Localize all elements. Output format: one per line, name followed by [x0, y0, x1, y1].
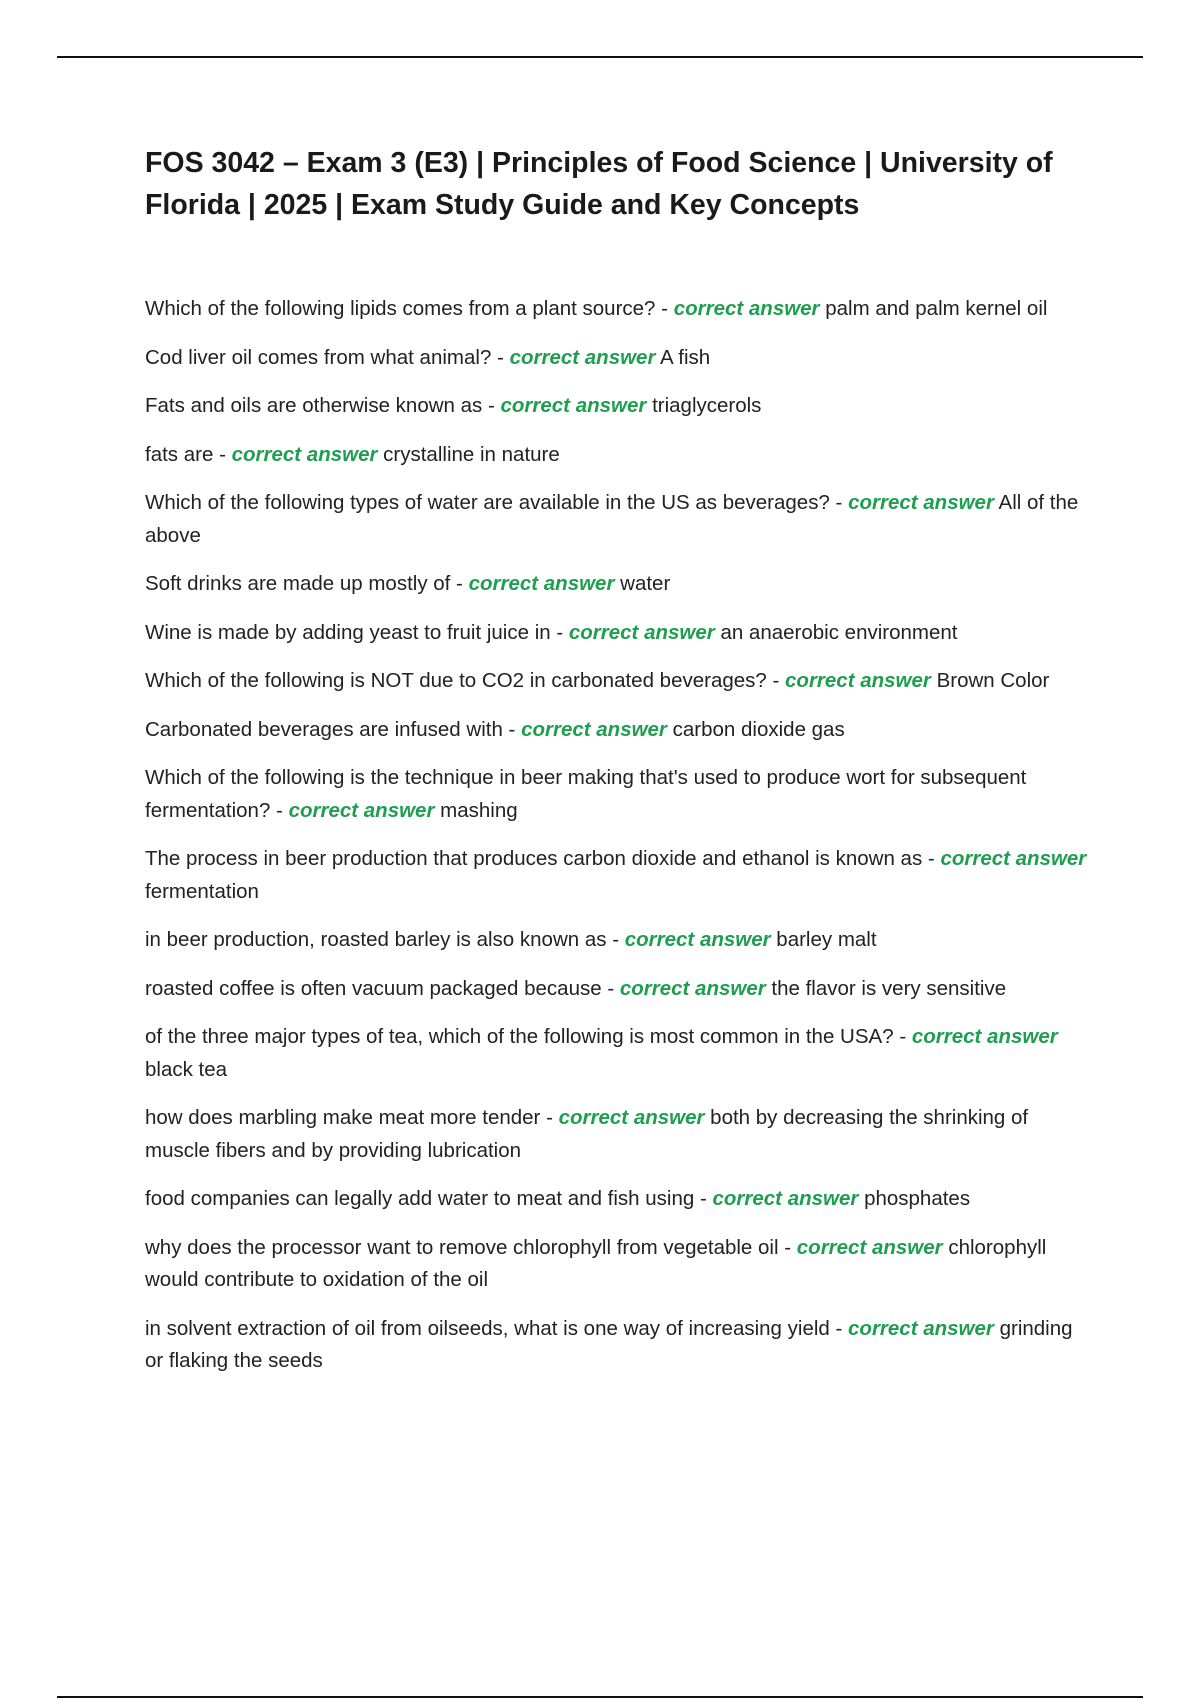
question-text: of the three major types of tea, which of the following is most common in the USA?: [145, 1025, 894, 1048]
question-text: Wine is made by adding yeast to fruit juice in: [145, 620, 551, 644]
separator: -: [270, 798, 289, 822]
separator: -: [694, 1187, 713, 1210]
qa-item: [145, 1183, 1090, 1216]
separator: -: [213, 442, 232, 466]
correct-answer-label: correct answer: [468, 572, 615, 595]
qa-item: [145, 665, 1090, 698]
qa-item: [145, 342, 1090, 375]
question-text: why does the processor want to remove chlorophyll from vegetable oil: [145, 1235, 779, 1259]
qa-item: [145, 390, 1090, 423]
correct-answer-label: correct answer: [288, 798, 435, 822]
qa-item: [145, 293, 1090, 326]
qa-item: [145, 1313, 1090, 1378]
answer-text: grinding or flaking the seeds: [145, 1316, 1073, 1372]
qa-item: [145, 1232, 1090, 1297]
answer-text: both by decreasing the shrinking of muscle fibers and by providing lubrication: [145, 1106, 1029, 1162]
correct-answer-label: correct answer: [911, 1025, 1058, 1048]
qa-item: [145, 1102, 1090, 1167]
question-text: Cod liver oil comes from what animal?: [145, 345, 492, 369]
question-text: Which of the following lipids comes from a plant source?: [145, 297, 656, 320]
answer-text: palm and palm kernel oil: [825, 297, 1048, 320]
answer-text: water: [620, 572, 671, 595]
correct-answer-label: correct answer: [785, 669, 931, 692]
qa-item: [145, 714, 1090, 747]
question-text: The process in beer production that produces carbon dioxide and ethanol is known as: [145, 847, 923, 870]
answer-text: an anaerobic environment: [720, 620, 958, 644]
separator: -: [606, 928, 625, 951]
separator: -: [450, 572, 469, 595]
qa-item: [145, 762, 1090, 827]
correct-answer-label: correct answer: [509, 345, 656, 369]
question-text: how does marbling make meat more tender: [145, 1106, 541, 1129]
qa-list: [145, 293, 1090, 1394]
separator: -: [922, 847, 941, 870]
bottom-rule: [57, 1696, 1143, 1698]
correct-answer-label: correct answer: [712, 1187, 859, 1210]
qa-item: [145, 973, 1090, 1006]
question-text: food companies can legally add water to meat and fish using: [145, 1187, 695, 1210]
answer-text: mashing: [440, 798, 518, 822]
document-title: FOS 3042 – Exam 3 (E3) | Principles of Food Science | University of Florida | 2025 | Exam Study Guide and Key Concepts: [145, 147, 1053, 221]
answer-text: Brown Color: [936, 669, 1050, 692]
correct-answer-label: correct answer: [231, 442, 378, 466]
top-rule: [57, 56, 1143, 58]
qa-item: [145, 568, 1090, 601]
separator: -: [502, 717, 522, 741]
question-text: Fats and oils are otherwise known as: [145, 394, 483, 417]
answer-text: triaglycerols: [652, 394, 762, 417]
correct-answer-label: correct answer: [500, 394, 647, 417]
separator: -: [550, 620, 569, 644]
qa-item: [145, 843, 1090, 908]
answer-text: barley malt: [776, 928, 877, 951]
answer-text: phosphates: [864, 1187, 971, 1210]
answer-text: black tea: [145, 1057, 228, 1081]
question-text: roasted coffee is often vacuum packaged because: [145, 976, 602, 1000]
answer-text: chlorophyll would contribute to oxidation of the oil: [145, 1235, 1047, 1291]
question-text: in solvent extraction of oil from oilseeds, what is one way of increasing yield: [145, 1316, 830, 1340]
question-text: Soft drinks are made up mostly of: [145, 572, 451, 595]
separator: -: [482, 394, 501, 417]
correct-answer-label: correct answer: [796, 1235, 943, 1259]
question-text: Carbonated beverages are infused with: [145, 717, 503, 741]
separator: -: [601, 976, 620, 1000]
qa-item: [145, 487, 1090, 552]
correct-answer-label: correct answer: [940, 847, 1087, 870]
correct-answer-label: correct answer: [848, 1316, 994, 1340]
question-text: Which of the following is the technique in beer making that's used to produce wort for subsequent fermentation?: [145, 766, 1027, 822]
separator: -: [766, 669, 786, 692]
qa-item: [145, 924, 1090, 957]
answer-text: crystalline in nature: [383, 442, 560, 466]
correct-answer-label: correct answer: [624, 928, 771, 951]
question-text: in beer production, roasted barley is also known as: [145, 928, 607, 951]
correct-answer-label: correct answer: [558, 1106, 705, 1129]
separator: -: [829, 1316, 849, 1340]
separator: -: [829, 491, 849, 514]
answer-text: the flavor is very sensitive: [771, 976, 1007, 1000]
correct-answer-label: correct answer: [673, 297, 820, 320]
correct-answer-label: correct answer: [619, 976, 766, 1000]
qa-item: [145, 617, 1090, 650]
correct-answer-label: correct answer: [521, 717, 667, 741]
qa-item: [145, 1021, 1090, 1086]
correct-answer-label: correct answer: [568, 620, 715, 644]
separator: -: [655, 297, 674, 320]
correct-answer-label: correct answer: [848, 491, 994, 514]
separator: -: [778, 1235, 797, 1259]
question-text: Which of the following types of water are available in the US as beverages?: [145, 491, 830, 514]
answer-text: A fish: [660, 345, 711, 369]
qa-item: [145, 439, 1090, 472]
separator: -: [491, 345, 510, 369]
separator: -: [540, 1106, 559, 1129]
answer-text: All of the above: [145, 491, 1079, 547]
question-text: fats are: [145, 442, 214, 466]
answer-text: carbon dioxide gas: [672, 717, 845, 741]
question-text: Which of the following is NOT due to CO2 in carbonated beverages?: [145, 669, 767, 692]
answer-text: fermentation: [145, 879, 259, 903]
separator: -: [893, 1025, 912, 1048]
